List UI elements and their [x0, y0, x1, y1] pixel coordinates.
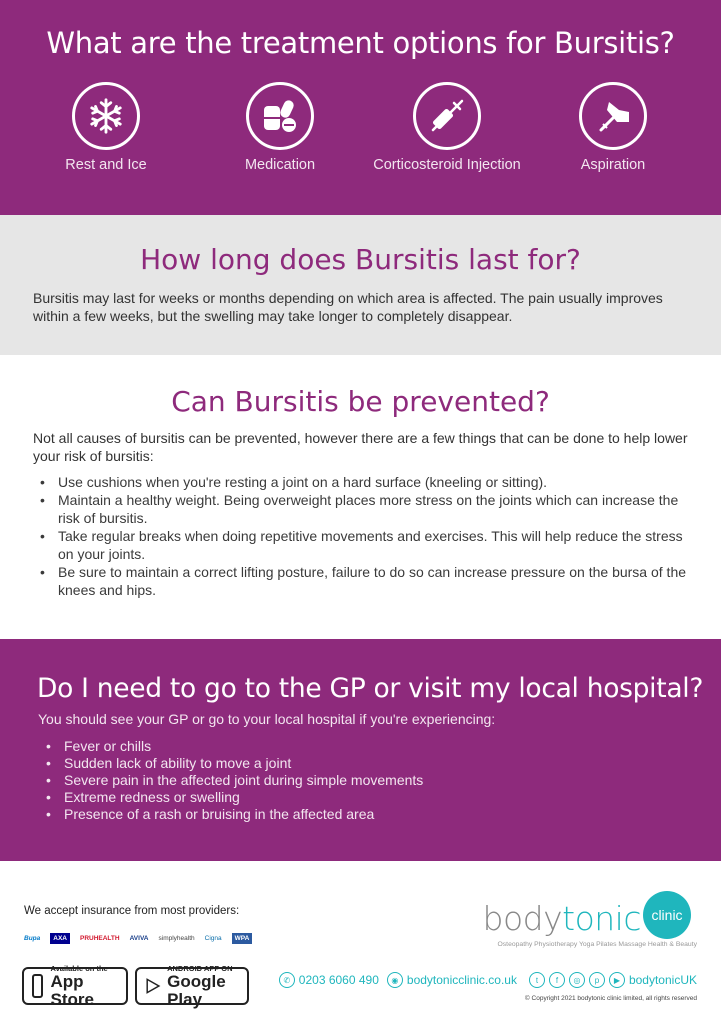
prevention-list [40, 473, 690, 599]
instagram-icon[interactable]: ◎ [569, 972, 585, 988]
play-icon [145, 975, 161, 997]
option-injection [372, 82, 522, 174]
app-store-badge[interactable] [22, 963, 128, 1009]
facebook-icon[interactable]: f [549, 972, 565, 988]
insurer-logo: AXA [50, 933, 70, 944]
twitter-icon[interactable]: t [529, 972, 545, 988]
option-medication [205, 82, 355, 174]
phone-number[interactable]: 0203 6060 490 [298, 973, 379, 987]
gp-title: Do I need to go to the GP or visit my local hospital? [37, 673, 704, 704]
contact-bar [279, 972, 697, 988]
list-item: • Take regular breaks when doing repetitive movements and exercises. This will help reduce the stress on your joints. [40, 527, 690, 563]
option-label: Medication [244, 157, 316, 173]
duration-title: How long does Bursitis last for? [140, 243, 581, 276]
footer [0, 861, 721, 1024]
insurer-logo: Cigna [204, 935, 222, 942]
pinterest-icon[interactable]: p [589, 972, 605, 988]
option-label: Rest and Ice [65, 157, 147, 173]
pills-icon [246, 82, 314, 150]
website-link[interactable]: bodytonicclinic.co.uk [406, 973, 517, 987]
logo-word-tonic: tonic [562, 899, 641, 938]
insurance-text: We accept insurance from most providers: [24, 905, 240, 917]
gp-section [0, 639, 721, 861]
insurer-logo: Bupa [24, 935, 41, 942]
logo-circle: clinic [643, 891, 691, 939]
badge-big-text: Google Play [167, 971, 226, 1009]
web-icon: ◉ [387, 972, 403, 988]
insurer-logos [24, 933, 252, 944]
insurer-logo: simplyhealth [158, 935, 195, 942]
logo-word-body: body [482, 899, 563, 938]
list-item: • Maintain a healthy weight. Being overweight places more stress on the joints which can increase the risk of bursitis. [40, 491, 690, 527]
prevention-title: Can Bursitis be prevented? [171, 385, 550, 418]
copyright: © Copyright 2021 bodytonic clinic limited, all rights reserved [524, 995, 697, 1002]
badge-small-text: ANDROID APP ON [167, 963, 233, 973]
list-item: • Sudden lack of ability to move a joint [46, 755, 686, 772]
insurer-logo: WPA [232, 933, 253, 944]
badge-big-text: App Store [50, 971, 94, 1009]
duration-text: Bursitis may last for weeks or months depending on which area is affected. The pain usually improves within a few weeks, but the swelling may take longer to completely disappear. [33, 290, 663, 324]
phone-icon: ✆ [279, 972, 295, 988]
badge-small-text: Available on the [50, 963, 108, 973]
insurer-logo: PRUHEALTH [79, 935, 120, 942]
social-handle[interactable]: bodytonicUK [628, 973, 697, 987]
list-item: • Fever or chills [46, 738, 686, 755]
syringe-icon [413, 82, 481, 150]
gp-list [46, 738, 686, 823]
duration-section [0, 215, 721, 355]
list-item: • Use cushions when you're resting a joint on a hard surface (kneeling or sitting). [40, 473, 690, 491]
list-item: • Severe pain in the affected joint during simple movements [46, 772, 686, 789]
insurer-logo: AVIVA [129, 935, 149, 942]
apple-icon [32, 974, 43, 998]
option-aspiration [538, 82, 688, 174]
logo-tagline: Osteopathy Physiotherapy Yoga Pilates Massage Health & Beauty [497, 941, 697, 948]
knee-syringe-icon [579, 82, 647, 150]
gp-intro: You should see your GP or go to your local hospital if you're experiencing: [38, 711, 496, 727]
list-item: • Presence of a rash or bruising in the affected area [46, 806, 686, 823]
treatment-title: What are the treatment options for Bursitis? [46, 26, 675, 60]
list-item: • Extreme redness or swelling [46, 789, 686, 806]
youtube-icon[interactable]: ▶ [609, 972, 625, 988]
prevention-intro: Not all causes of bursitis can be prevented, however there are a few things that can be done to help lower your risk of bursitis: [33, 430, 688, 464]
option-label: Corticosteroid Injection [373, 157, 521, 173]
google-play-badge[interactable] [135, 963, 249, 1009]
bodytonic-logo [467, 891, 697, 955]
snowflake-icon [72, 82, 140, 150]
list-item: • Be sure to maintain a correct lifting posture, failure to do so can increase pressure on the bursa of the knees and hips. [40, 563, 690, 599]
option-label: Aspiration [580, 157, 646, 173]
treatment-section [0, 0, 721, 215]
prevention-section [0, 355, 721, 639]
option-rest-ice [31, 82, 181, 174]
